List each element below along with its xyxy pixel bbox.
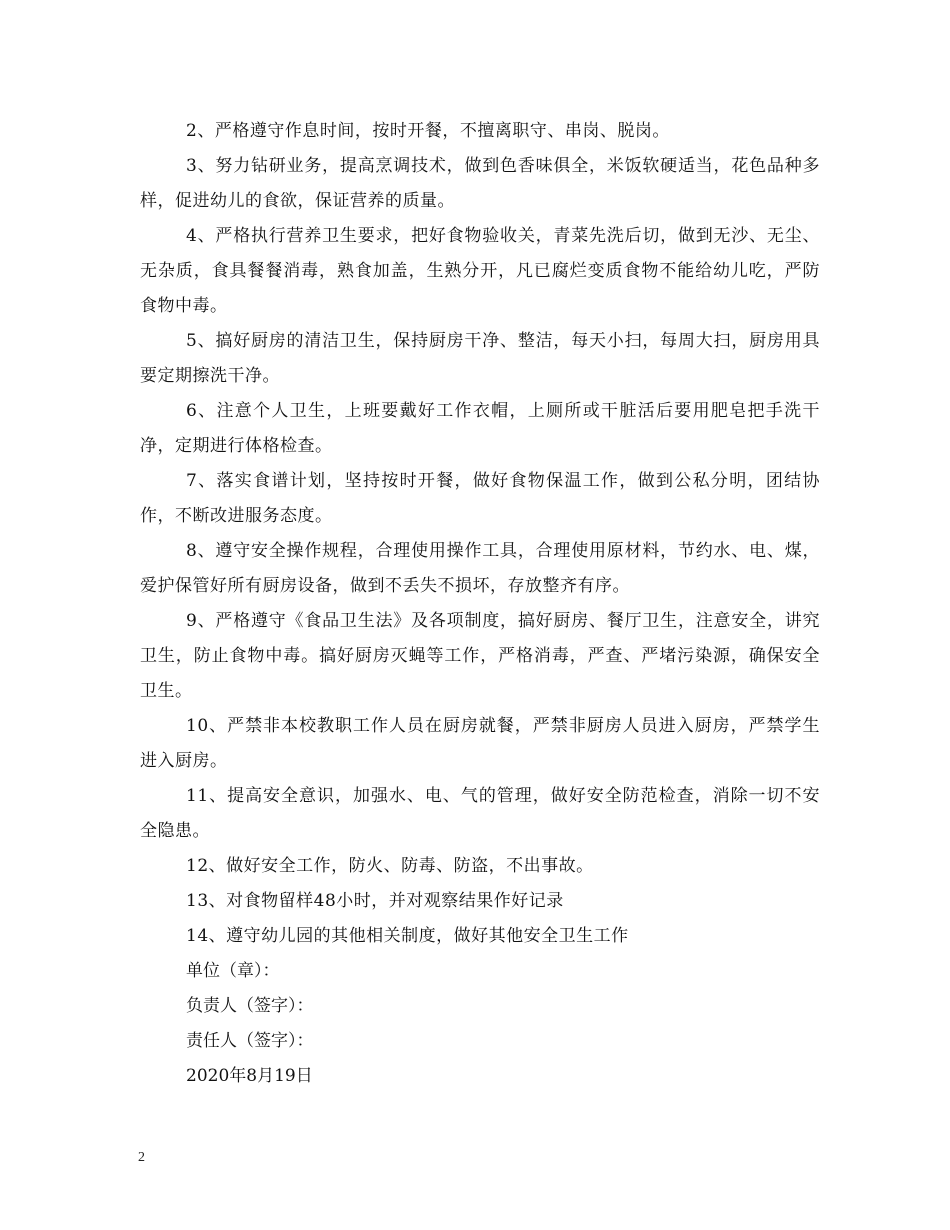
rule-item-4: 4、严格执行营养卫生要求，把好食物验收关，青菜先洗后切，做到无沙、无尘、无杂质，食具餐餐消毒，熟食加盖，生熟分开，凡已腐烂变质食物不能给幼儿吃，严防食物中毒。 <box>140 226 820 316</box>
signature-unit: 单位（章）： <box>186 961 280 981</box>
rule-item-10: 10、严禁非本校教职工作人员在厨房就餐，严禁非厨房人员进入厨房，严禁学生进入厨房。 <box>140 716 820 771</box>
rule-item-3: 3、努力钻研业务，提高烹调技术，做到色香味俱全，米饭软硬适当，花色品种多样，促进幼儿的食欲，保证营养的质量。 <box>140 156 820 211</box>
rule-item-7: 7、落实食谱计划，坚持按时开餐，做好食物保温工作，做到公私分明，团结协作，不断改进服务态度。 <box>140 471 820 526</box>
rule-item-13: 13、对食物留样48小时，并对观察结果作好记录 <box>186 891 564 911</box>
rule-item-9: 9、严格遵守《食品卫生法》及各项制度，搞好厨房、餐厅卫生，注意安全，讲究卫生，防止食物中毒。搞好厨房灭蝇等工作，严格消毒，严查、严堵污染源，确保安全卫生。 <box>140 611 820 701</box>
signature-head: 负责人（签字）： <box>186 996 314 1016</box>
rule-item-8: 8、遵守安全操作规程，合理使用操作工具，合理使用原材料，节约水、电、煤，爱护保管好所有厨房设备，做到不丢失不损坏，存放整齐有序。 <box>140 541 820 596</box>
signature-date: 2020年8月19日 <box>186 1066 313 1086</box>
rule-item-12: 12、做好安全工作，防火、防毒、防盗，不出事故。 <box>186 856 594 876</box>
rule-item-2: 2、严格遵守作息时间，按时开餐，不擅离职守、串岗、脱岗。 <box>186 121 670 141</box>
signature-responsible: 责任人（签字）： <box>186 1031 314 1051</box>
rule-item-11: 11、提高安全意识，加强水、电、气的管理，做好安全防范检查，消除一切不安全隐患。 <box>140 786 820 841</box>
rule-item-6: 6、注意个人卫生，上班要戴好工作衣帽，上厕所或干脏活后要用肥皂把手洗干净，定期进行体格检查。 <box>140 401 820 456</box>
document-body <box>140 114 820 1094</box>
rule-item-5: 5、搞好厨房的清洁卫生，保持厨房干净、整洁，每天小扫，每周大扫，厨房用具要定期擦洗干净。 <box>140 331 820 386</box>
page-number: 2 <box>138 1150 145 1165</box>
rule-item-14: 14、遵守幼儿园的其他相关制度，做好其他安全卫生工作 <box>186 926 629 946</box>
